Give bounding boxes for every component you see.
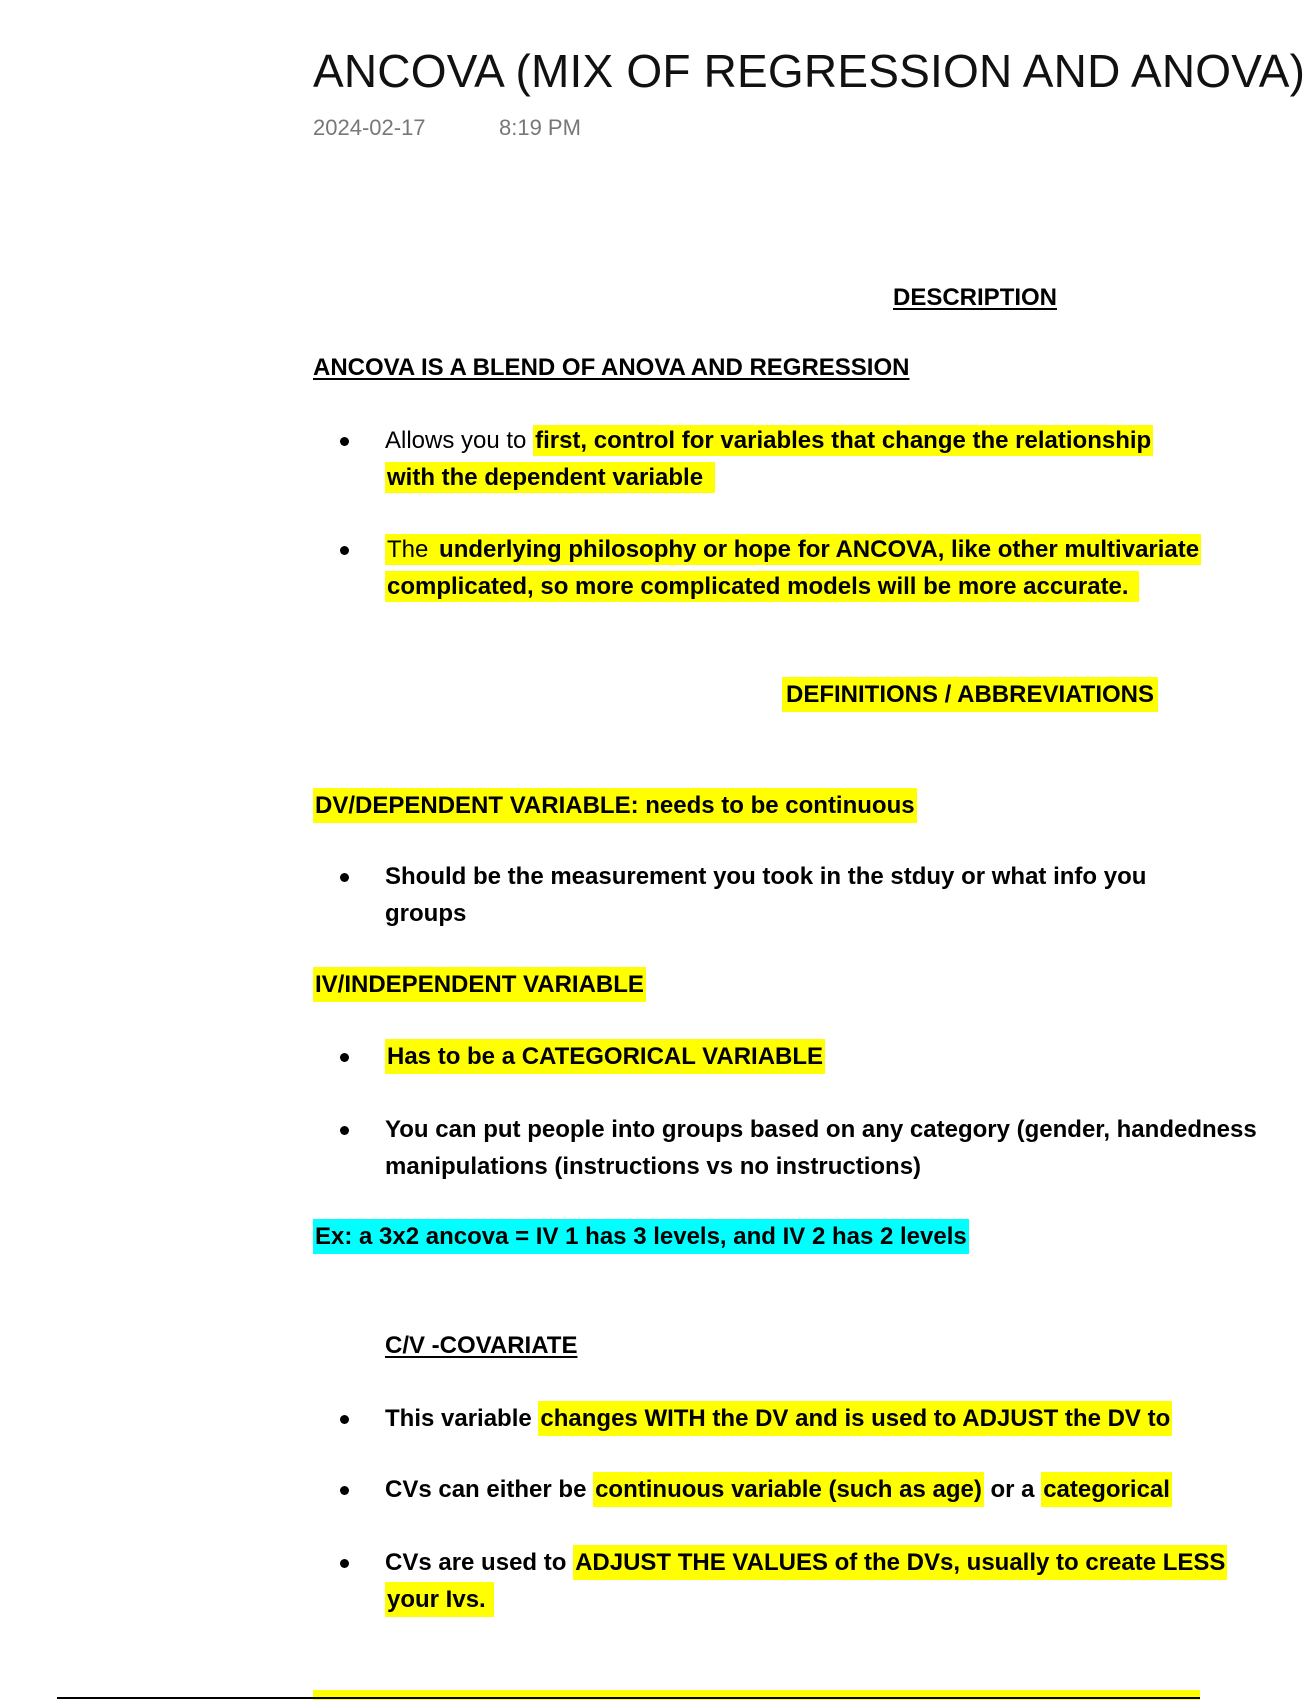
definitions-heading: DEFINITIONS / ABBREVIATIONS [782,677,1158,712]
cv-bullet-3-line2-wrap [385,1582,494,1618]
cv-bullet-3-highlight: ADJUST THE VALUES of the DVs, usually to create LESS [573,1545,1227,1580]
blend-heading: ANCOVA IS A BLEND OF ANOVA AND REGRESSION [313,354,910,381]
description-heading: DESCRIPTION [893,284,1058,311]
dv-heading-wrap [313,788,917,824]
dv-bullet-line2: groups [385,900,467,927]
cv-heading: C/V -COVARIATE [385,1332,578,1359]
cv-bullet-2-highlight1: continuous variable (such as age) [593,1472,984,1507]
cv-bullet-1 [385,1401,1172,1437]
iv-bullet-2-line1: You can put people into groups based on any category (gender, handedness [385,1116,1257,1143]
bullet-dot [340,1559,349,1568]
bullet-dot [340,1126,349,1135]
page-time: 8:19 PM [499,115,581,140]
bullet-dot [340,1486,349,1495]
cv-bullet-2-highlight2: categorical [1041,1472,1172,1507]
bullet-dot [340,1053,349,1062]
cv-bullet-2 [385,1472,1172,1508]
example-wrap [313,1219,969,1255]
blend-bullet-2-line1 [385,532,1201,568]
iv-bullet-1: Has to be a CATEGORICAL VARIABLE [385,1039,825,1074]
cv-bullet-2-middle: or a [983,1476,1042,1503]
cv-bullet-2-prefix: CVs can either be [385,1476,594,1503]
cv-bullet-3-line1 [385,1545,1227,1581]
bullet-dot [340,546,349,555]
iv-bullet-1-wrap [385,1039,825,1075]
definitions-heading-wrap [782,677,1158,713]
page-title: ANCOVA (MIX OF REGRESSION AND ANOVA) [313,45,1305,97]
bullet-dot [340,873,349,882]
blend-bullet-2-prefix: The [387,536,436,563]
blend-bullet-1-line1 [385,423,1153,459]
blend-bullet-1-line2-wrap [385,460,715,496]
blend-bullet-1-highlight: first, control for variables that change the relationship [535,427,1152,454]
iv-heading: IV/INDEPENDENT VARIABLE [313,967,646,1002]
dv-heading: DV/DEPENDENT VARIABLE: needs to be continuous [313,788,917,823]
bullet-dot [340,1415,349,1424]
cv-bullet-1-prefix: This variable [385,1405,539,1432]
page-bottom-rule [57,1697,1200,1699]
iv-heading-wrap [313,967,646,1003]
cv-bullet-3-line2: your Ivs. [385,1582,494,1617]
example-line: Ex: a 3x2 ancova = IV 1 has 3 levels, and IV 2 has 2 levels [313,1219,969,1254]
iv-bullet-2-line2: manipulations (instructions vs no instructions) [385,1153,922,1180]
bullet-dot [340,437,349,446]
blend-bullet-2-line2: complicated, so more complicated models will be more accurate. [385,571,1139,602]
blend-bullet-1-prefix: Allows you to [385,427,534,454]
blend-bullet-2-highlight: underlying philosophy or hope for ANCOVA, like other multivariate [439,536,1200,563]
dv-bullet-line1: Should be the measurement you took in the stduy or what info you [385,863,1147,890]
cv-bullet-1-highlight: changes WITH the DV and is used to ADJUST the DV to [538,1401,1172,1436]
blend-bullet-2-line2-wrap [385,569,1139,605]
blend-bullet-1-line2: with the dependent variable [385,462,715,493]
cv-bullet-3-prefix: CVs are used to [385,1549,574,1576]
page-date: 2024-02-17 [313,115,426,140]
